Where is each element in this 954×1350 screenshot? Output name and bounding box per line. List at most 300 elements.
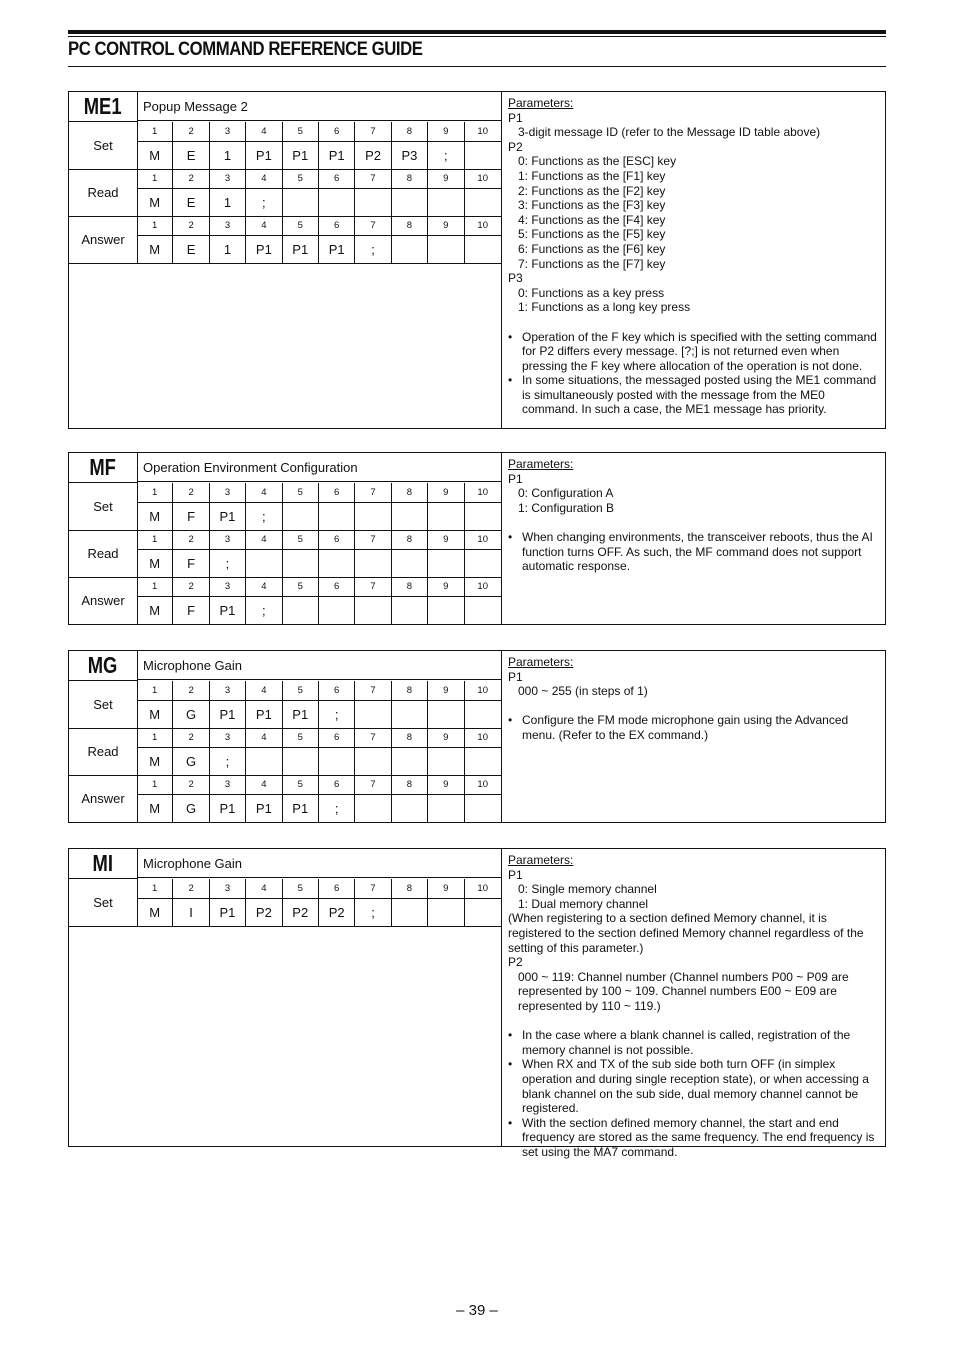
command-char-cell [465, 550, 501, 577]
command-char-cell: M [137, 550, 173, 577]
command-char-cell [465, 597, 501, 624]
command-format-table [69, 453, 501, 624]
command-char-cell: P2 [283, 899, 319, 926]
command-char-cell: E [173, 189, 209, 216]
command-char-cell: P1 [283, 701, 319, 728]
parameter-line: 1: Functions as the [F1] key [518, 168, 666, 183]
parameter-line: 1: Dual memory channel [518, 896, 649, 911]
command-char-cell: P1 [246, 142, 282, 169]
command-char-cell [465, 795, 501, 822]
command-code [69, 651, 138, 681]
format-row-answer [69, 775, 501, 823]
command-char-cell: M [137, 503, 173, 530]
column-number: 9 [428, 216, 464, 235]
column-number: 5 [283, 879, 319, 898]
command-value-row [137, 748, 501, 775]
column-number: 7 [355, 530, 391, 549]
column-number: 5 [283, 483, 319, 502]
command-char-cell: ; [210, 748, 246, 775]
command-char-cell [465, 189, 501, 216]
command-char-cell: P3 [392, 142, 428, 169]
command-char-cell [283, 189, 319, 216]
format-row-read [69, 169, 501, 217]
column-number: 9 [428, 169, 464, 188]
column-number: 8 [392, 728, 428, 747]
command-char-cell: P2 [246, 899, 282, 926]
parameter-line: 3-digit message ID (refer to the Message ID table above) [518, 125, 821, 140]
command-char-cell: 1 [210, 142, 246, 169]
column-number: 9 [428, 681, 464, 700]
command-char-cell: F [173, 550, 209, 577]
column-number: 5 [283, 530, 319, 549]
command-char-cell [246, 550, 282, 577]
parameter-line: 7: Functions as the [F7] key [518, 256, 666, 271]
column-number: 4 [246, 728, 282, 747]
command-char-cell: I [173, 899, 209, 926]
column-number-row [137, 577, 501, 597]
column-number: 2 [173, 775, 209, 794]
format-row-label: Answer [69, 775, 138, 822]
command-char-cell [392, 597, 428, 624]
command-char-cell [392, 795, 428, 822]
command-char-cell [465, 503, 501, 530]
format-row-label: Answer [69, 216, 138, 263]
parameters-panel [501, 92, 885, 428]
command-char-cell: M [137, 748, 173, 775]
column-number-row [137, 169, 501, 189]
format-row-label: Set [69, 879, 138, 926]
command-char-cell: P1 [210, 503, 246, 530]
parameters-heading: Parameters: [508, 853, 574, 867]
column-number: 8 [392, 530, 428, 549]
command-char-cell [392, 748, 428, 775]
column-number: 5 [283, 728, 319, 747]
command-char-cell: P1 [210, 701, 246, 728]
command-char-cell [355, 701, 391, 728]
column-number: 1 [137, 681, 173, 700]
command-char-cell [283, 748, 319, 775]
column-number: 4 [246, 169, 282, 188]
column-number-row [137, 681, 501, 701]
format-row-set [69, 879, 501, 927]
command-char-cell: P1 [210, 899, 246, 926]
column-number: 1 [137, 169, 173, 188]
column-number: 10 [477, 685, 488, 696]
command-char-cell [392, 550, 428, 577]
command-char-cell [246, 748, 282, 775]
column-number: 5 [283, 122, 319, 141]
header-rule-bottom [68, 66, 886, 67]
column-number: 6 [319, 577, 355, 596]
column-number: 2 [173, 728, 209, 747]
command-char-cell [392, 236, 428, 263]
command-char-cell: M [137, 189, 173, 216]
command-char-cell [319, 503, 355, 530]
command-char-cell: P1 [246, 236, 282, 263]
command-char-cell [283, 597, 319, 624]
bullet-note: • Configure the FM mode microphone gain using the Advanced menu. (Refer to the EX command.) [508, 713, 880, 742]
header-rule-thin [68, 36, 886, 37]
parameter-line: 000 ~ 255 (in steps of 1) [518, 684, 648, 699]
command-value-row [137, 550, 501, 577]
command-char-cell: G [173, 748, 209, 775]
column-number: 7 [355, 577, 391, 596]
column-number: 8 [392, 775, 428, 794]
command-char-cell [465, 899, 501, 926]
command-char-cell [428, 795, 464, 822]
command-title: Operation Environment Configuration [137, 453, 501, 482]
command-char-cell: ; [319, 701, 355, 728]
parameter-line: P1 [508, 669, 523, 684]
command-char-cell [355, 795, 391, 822]
column-number: 8 [392, 216, 428, 235]
command-char-cell [428, 503, 464, 530]
column-number-row [137, 879, 501, 899]
column-number: 7 [355, 728, 391, 747]
command-value-row [137, 795, 501, 822]
command-char-cell: ; [246, 503, 282, 530]
command-char-cell [428, 550, 464, 577]
column-number-row [137, 530, 501, 550]
column-number: 6 [319, 169, 355, 188]
command-char-cell: P1 [210, 597, 246, 624]
parameters-panel [501, 453, 885, 624]
format-row-answer [69, 216, 501, 264]
command-char-cell: P1 [319, 142, 355, 169]
column-number: 8 [392, 169, 428, 188]
command-char-cell [355, 503, 391, 530]
column-number: 4 [246, 483, 282, 502]
column-number: 10 [477, 534, 488, 545]
command-code-text: ME1 [84, 93, 122, 119]
command-char-cell [392, 503, 428, 530]
parameter-line: P2 [508, 139, 523, 154]
command-value-row [137, 597, 501, 624]
format-row-read [69, 530, 501, 578]
column-number: 3 [210, 122, 246, 141]
command-char-cell [465, 236, 501, 263]
column-number: 4 [246, 775, 282, 794]
parameter-line: 0: Single memory channel [518, 882, 657, 897]
command-char-cell [392, 899, 428, 926]
parameter-line: 3: Functions as the [F3] key [518, 198, 666, 213]
command-value-row [137, 701, 501, 728]
column-number: 3 [210, 530, 246, 549]
column-number: 1 [137, 577, 173, 596]
command-char-cell: M [137, 142, 173, 169]
command-char-cell: G [173, 701, 209, 728]
format-row-read [69, 728, 501, 776]
column-number-row [137, 216, 501, 236]
command-char-cell [355, 748, 391, 775]
column-number: 9 [428, 577, 464, 596]
column-number: 1 [137, 216, 173, 235]
command-char-cell: M [137, 899, 173, 926]
column-number: 4 [246, 681, 282, 700]
column-number: 5 [283, 216, 319, 235]
parameters-heading: Parameters: [508, 655, 574, 669]
parameters-heading: Parameters: [508, 457, 574, 471]
command-char-cell [283, 503, 319, 530]
column-number: 5 [283, 681, 319, 700]
column-number: 2 [173, 577, 209, 596]
command-char-cell: ; [355, 899, 391, 926]
spacer [508, 699, 880, 714]
column-number: 7 [355, 879, 391, 898]
column-number: 1 [137, 879, 173, 898]
column-number: 7 [355, 216, 391, 235]
column-number: 9 [428, 775, 464, 794]
parameter-line: 0: Functions as a key press [518, 285, 665, 300]
command-char-cell: ; [246, 597, 282, 624]
command-char-cell: P1 [283, 236, 319, 263]
spacer [508, 315, 880, 330]
command-block-mg [68, 650, 886, 823]
parameter-line: 0: Configuration A [518, 486, 614, 501]
column-number: 7 [355, 775, 391, 794]
format-row-set [69, 122, 501, 170]
command-title: Popup Message 2 [137, 92, 501, 121]
column-number: 7 [355, 681, 391, 700]
format-row-set [69, 681, 501, 729]
parameter-line: 6: Functions as the [F6] key [518, 241, 666, 256]
command-char-cell: P1 [210, 795, 246, 822]
command-char-cell [428, 748, 464, 775]
column-number-row [137, 728, 501, 748]
command-char-cell: 1 [210, 236, 246, 263]
column-number: 1 [137, 775, 173, 794]
column-number: 5 [283, 577, 319, 596]
parameter-line: P1 [508, 110, 523, 125]
column-number: 8 [392, 122, 428, 141]
parameter-line: 0: Functions as the [ESC] key [518, 154, 677, 169]
command-char-cell: ; [210, 550, 246, 577]
column-number: 6 [319, 530, 355, 549]
command-char-cell [428, 899, 464, 926]
format-row-label: Set [69, 681, 138, 728]
command-char-cell: G [173, 795, 209, 822]
command-code-text: MG [88, 652, 118, 678]
column-number: 2 [173, 530, 209, 549]
parameter-line: 4: Functions as the [F4] key [518, 212, 666, 227]
command-char-cell: P1 [246, 795, 282, 822]
bullet-note: • Operation of the F key which is specified with the setting command for P2 differs every message. [?;] is not returned even when pressing the F key where allocation of the operation is not done. [508, 330, 880, 374]
column-number: 10 [477, 779, 488, 790]
command-title: Microphone Gain [137, 651, 501, 680]
format-row-label: Set [69, 483, 138, 530]
command-char-cell: ; [355, 236, 391, 263]
column-number: 1 [137, 530, 173, 549]
format-row-set [69, 483, 501, 531]
column-number: 1 [137, 122, 173, 141]
command-char-cell [355, 550, 391, 577]
column-number: 3 [210, 483, 246, 502]
command-char-cell [319, 550, 355, 577]
command-char-cell [428, 236, 464, 263]
command-char-cell: F [173, 597, 209, 624]
bullet-note: • With the section defined memory channel, the start and end frequency are stored as the same frequency. The end frequency is set using the MA7 command. [508, 1116, 880, 1160]
command-char-cell [465, 142, 501, 169]
format-row-label: Read [69, 728, 138, 775]
column-number-row [137, 483, 501, 503]
command-code-text: MI [92, 850, 114, 876]
column-number: 3 [210, 728, 246, 747]
column-number: 6 [319, 775, 355, 794]
column-number: 9 [428, 879, 464, 898]
command-char-cell: E [173, 236, 209, 263]
column-number: 9 [428, 483, 464, 502]
header-rule-thick [68, 30, 886, 34]
column-number: 6 [319, 122, 355, 141]
parameter-line: 000 ~ 119: Channel number (Channel numbers P00 ~ P09 are represented by 100 ~ 109. Channel numbers E00 ~ E09 are represented by 110 ~ 119.) [518, 969, 849, 1013]
command-char-cell [428, 189, 464, 216]
command-char-cell [319, 748, 355, 775]
column-number: 2 [173, 681, 209, 700]
command-code [69, 849, 138, 879]
parameter-line: P1 [508, 867, 523, 882]
command-char-cell [355, 597, 391, 624]
column-number: 3 [210, 775, 246, 794]
bullet-note: • When RX and TX of the sub side both turn OFF (in simplex operation and during single reception state), or when accessing a blank channel on the sub side, dual memory channel cannot be registered. [508, 1057, 880, 1115]
command-char-cell [283, 550, 319, 577]
format-row-answer [69, 577, 501, 625]
column-number: 10 [477, 126, 488, 137]
command-char-cell: P1 [283, 142, 319, 169]
command-block-me1 [68, 91, 886, 429]
command-char-cell [392, 701, 428, 728]
command-char-cell: P1 [283, 795, 319, 822]
column-number: 2 [173, 483, 209, 502]
command-value-row [137, 189, 501, 216]
column-number: 8 [392, 483, 428, 502]
command-char-cell: M [137, 597, 173, 624]
command-char-cell [355, 189, 391, 216]
column-number: 10 [477, 173, 488, 184]
column-number: 6 [319, 728, 355, 747]
column-number: 10 [477, 581, 488, 592]
command-char-cell: F [173, 503, 209, 530]
column-number: 3 [210, 216, 246, 235]
bullet-note: • In the case where a blank channel is called, registration of the memory channel is not possible. [508, 1028, 880, 1057]
column-number: 9 [428, 530, 464, 549]
command-char-cell [428, 701, 464, 728]
column-number: 4 [246, 577, 282, 596]
command-format-table [69, 849, 501, 1146]
column-number: 1 [137, 483, 173, 502]
parameter-line: 5: Functions as the [F5] key [518, 227, 666, 242]
column-number: 6 [319, 879, 355, 898]
column-number: 10 [477, 487, 488, 498]
parameter-line: (When registering to a section defined Memory channel, it is registered to the section defined Memory channel regardless of the setting of this parameter.) [508, 911, 864, 955]
column-number-row [137, 775, 501, 795]
column-number: 2 [173, 122, 209, 141]
command-char-cell [428, 597, 464, 624]
command-value-row [137, 899, 501, 926]
bullet-note: • When changing environments, the transceiver reboots, thus the AI function turns OFF. As such, the MF command does not support automatic response. [508, 530, 880, 574]
column-number: 7 [355, 169, 391, 188]
page-title: PC CONTROL COMMAND REFERENCE GUIDE [68, 39, 423, 60]
format-row-label: Read [69, 530, 138, 577]
column-number: 3 [210, 577, 246, 596]
column-number: 8 [392, 577, 428, 596]
format-row-label: Read [69, 169, 138, 216]
command-char-cell: ; [246, 189, 282, 216]
command-char-cell: P1 [319, 236, 355, 263]
column-number-row [137, 122, 501, 142]
format-row-label: Set [69, 122, 138, 169]
column-number: 3 [210, 169, 246, 188]
column-number: 5 [283, 775, 319, 794]
column-number: 2 [173, 879, 209, 898]
parameter-line: 2: Functions as the [F2] key [518, 183, 666, 198]
command-block-mf [68, 452, 886, 625]
command-code [69, 92, 138, 122]
column-number: 1 [137, 728, 173, 747]
column-number: 6 [319, 216, 355, 235]
page-number: – 39 – [456, 1302, 498, 1319]
spacer [508, 515, 880, 530]
command-char-cell: P1 [246, 701, 282, 728]
column-number: 6 [319, 681, 355, 700]
command-char-cell [319, 597, 355, 624]
command-char-cell [319, 189, 355, 216]
command-value-row [137, 503, 501, 530]
column-number: 4 [246, 530, 282, 549]
parameter-line: 1: Configuration B [518, 500, 615, 515]
column-number: 3 [210, 681, 246, 700]
column-number: 6 [319, 483, 355, 502]
parameter-line: P3 [508, 271, 523, 286]
format-row-label: Answer [69, 577, 138, 624]
command-title: Microphone Gain [137, 849, 501, 878]
column-number: 10 [477, 883, 488, 894]
command-char-cell [465, 701, 501, 728]
column-number: 9 [428, 122, 464, 141]
bullet-note: • In some situations, the messaged posted using the ME1 command is simultaneously posted with the message from the ME0 command. In such a case, the ME1 message has priority. [508, 373, 880, 417]
column-number: 4 [246, 122, 282, 141]
command-char-cell: M [137, 701, 173, 728]
parameter-line: 1: Functions as a long key press [518, 300, 691, 315]
column-number: 8 [392, 879, 428, 898]
spacer [508, 1014, 880, 1029]
command-char-cell [392, 189, 428, 216]
parameters-panel [501, 849, 885, 1159]
parameter-line: P1 [508, 471, 523, 486]
column-number: 10 [477, 732, 488, 743]
column-number: 5 [283, 169, 319, 188]
column-number: 3 [210, 879, 246, 898]
parameters-panel [501, 651, 885, 822]
command-char-cell: P2 [355, 142, 391, 169]
command-format-table [69, 651, 501, 822]
column-number: 7 [355, 122, 391, 141]
command-block-mi [68, 848, 886, 1159]
command-char-cell: P2 [319, 899, 355, 926]
column-number: 10 [477, 220, 488, 231]
column-number: 2 [173, 216, 209, 235]
command-char-cell [465, 748, 501, 775]
command-format-table [69, 92, 501, 428]
parameters-heading: Parameters: [508, 96, 574, 110]
column-number: 2 [173, 169, 209, 188]
column-number: 7 [355, 483, 391, 502]
column-number: 9 [428, 728, 464, 747]
command-char-cell: M [137, 795, 173, 822]
command-char-cell: ; [319, 795, 355, 822]
command-char-cell: M [137, 236, 173, 263]
command-code [69, 453, 138, 483]
command-value-row [137, 142, 501, 169]
